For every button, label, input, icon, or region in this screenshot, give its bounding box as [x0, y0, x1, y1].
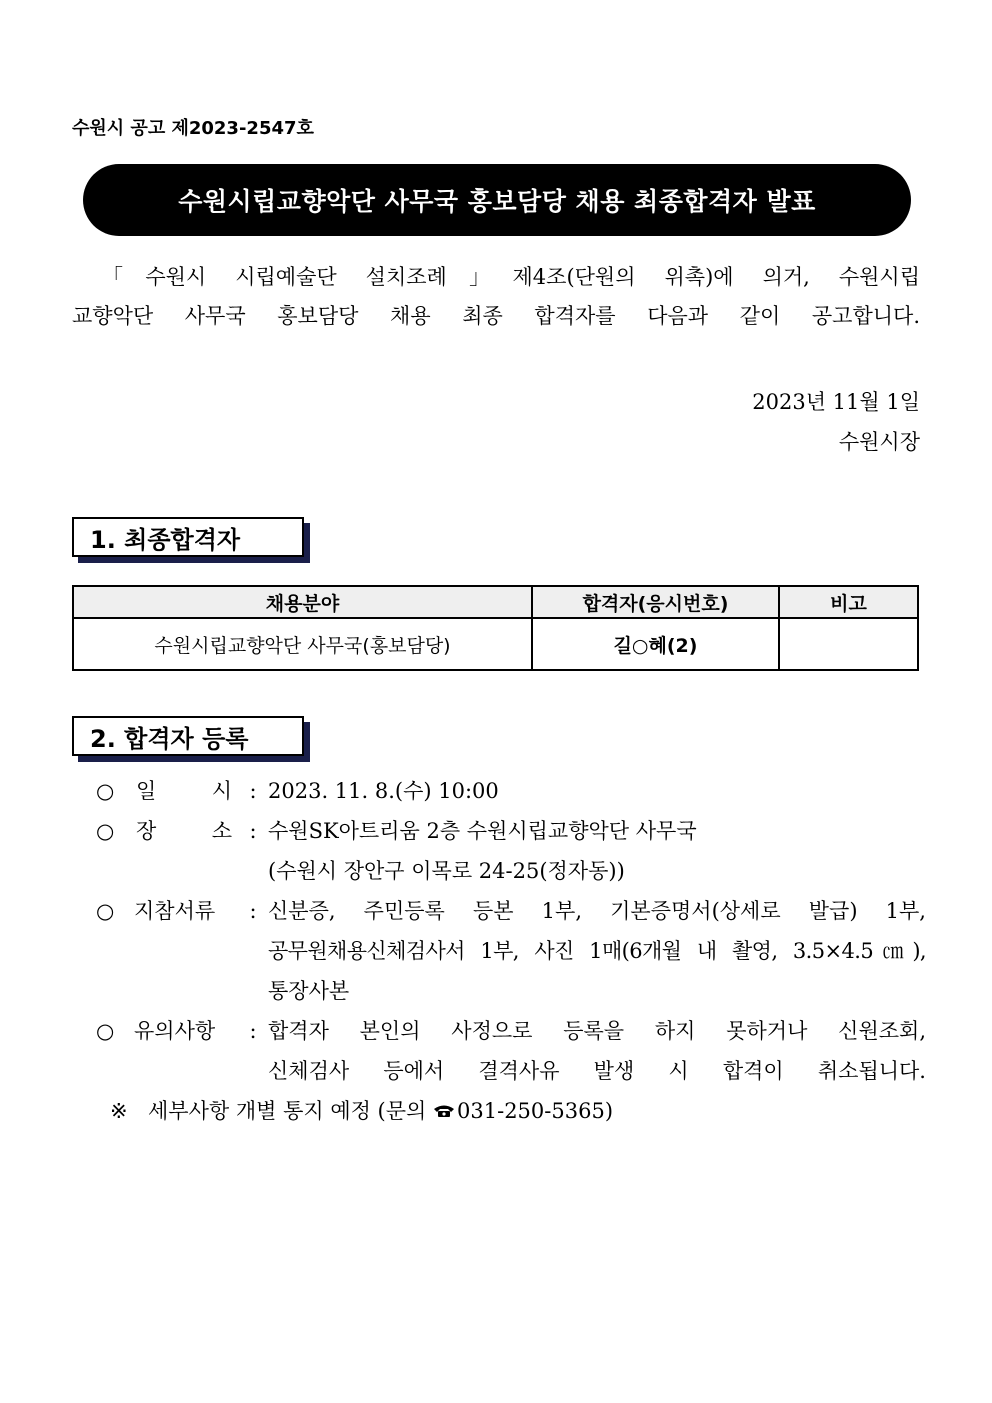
registration-list	[96, 771, 926, 1131]
list-item	[96, 771, 926, 811]
colon: :	[249, 819, 257, 843]
list-item	[96, 891, 926, 1011]
table-cell-field: 수원시립교향악단 사무국(홍보담당)	[73, 618, 532, 670]
list-item	[96, 1011, 926, 1091]
item-label: 장 소	[136, 819, 232, 843]
table-header: 비고	[779, 586, 918, 618]
title-banner	[83, 164, 911, 236]
colon: :	[249, 899, 257, 923]
item-label: 지참서류	[134, 899, 216, 923]
list-item	[96, 811, 926, 891]
intro-paragraph	[72, 258, 920, 336]
phone-number: 031-250-5365)	[457, 1099, 614, 1123]
section-heading-label: 2. 합격자 등록	[90, 724, 249, 753]
results-table	[72, 585, 919, 671]
intro-line-1: 「수원시 시립예술단 설치조례」제4조(단원의 위촉)에 의거, 수원시립	[102, 265, 920, 289]
intro-line-2: 교향악단 사무국 홍보담당 채용 최종 합격자를 다음과 같이 공고합니다.	[72, 304, 920, 328]
table-header-row	[73, 586, 918, 618]
note	[96, 1091, 926, 1131]
phone-icon	[433, 1091, 455, 1105]
table-row	[73, 618, 918, 670]
section-heading-final-passers	[72, 517, 304, 557]
section-heading-registration	[72, 716, 304, 756]
table-cell-remark	[779, 618, 918, 670]
item-value: 수원SK아트리움 2층 수원시립교향악단 사무국 (수원시 장안구 이목로 24-25(정자동))	[268, 819, 697, 883]
item-value: 합격자 본인의 사정으로 등록을 하지 못하거나 신원조회, 신체검사 등에서 결격사유 발생 시 합격이 취소됩니다.	[268, 1019, 926, 1083]
colon: :	[249, 779, 257, 803]
circle-bullet-icon: ○	[96, 819, 115, 843]
item-value: 신분증, 주민등록 등본 1부, 기본증명서(상세로 발급) 1부, 공무원채용신체검사서 1부, 사진 1매(6개월 내 촬영, 3.5×4.5㎝), 통장사본	[268, 899, 926, 1003]
item-value: 2023. 11. 8.(수) 10:00	[268, 779, 499, 803]
reference-mark-icon: ※	[110, 1099, 128, 1123]
section-heading-label: 1. 최종합격자	[90, 525, 241, 554]
note-text: 세부사항 개별 통지 예정 (문의	[148, 1099, 427, 1123]
item-label: 일 시	[136, 779, 232, 803]
table-header: 합격자(응시번호)	[532, 586, 779, 618]
item-label: 유의사항	[134, 1019, 216, 1043]
colon: :	[249, 1019, 257, 1043]
circle-bullet-icon: ○	[96, 1019, 115, 1043]
table-cell-passer: 길○혜(2)	[532, 618, 779, 670]
circle-bullet-icon: ○	[96, 899, 115, 923]
table-header: 채용분야	[73, 586, 532, 618]
notice-number: 수원시 공고 제2023-2547호	[72, 118, 314, 139]
announcement-date: 2023년 11월 1일	[752, 390, 920, 414]
circle-bullet-icon: ○	[96, 779, 115, 803]
page-title: 수원시립교향악단 사무국 홍보담당 채용 최종합격자 발표	[178, 187, 816, 216]
issuer: 수원시장	[838, 430, 920, 454]
